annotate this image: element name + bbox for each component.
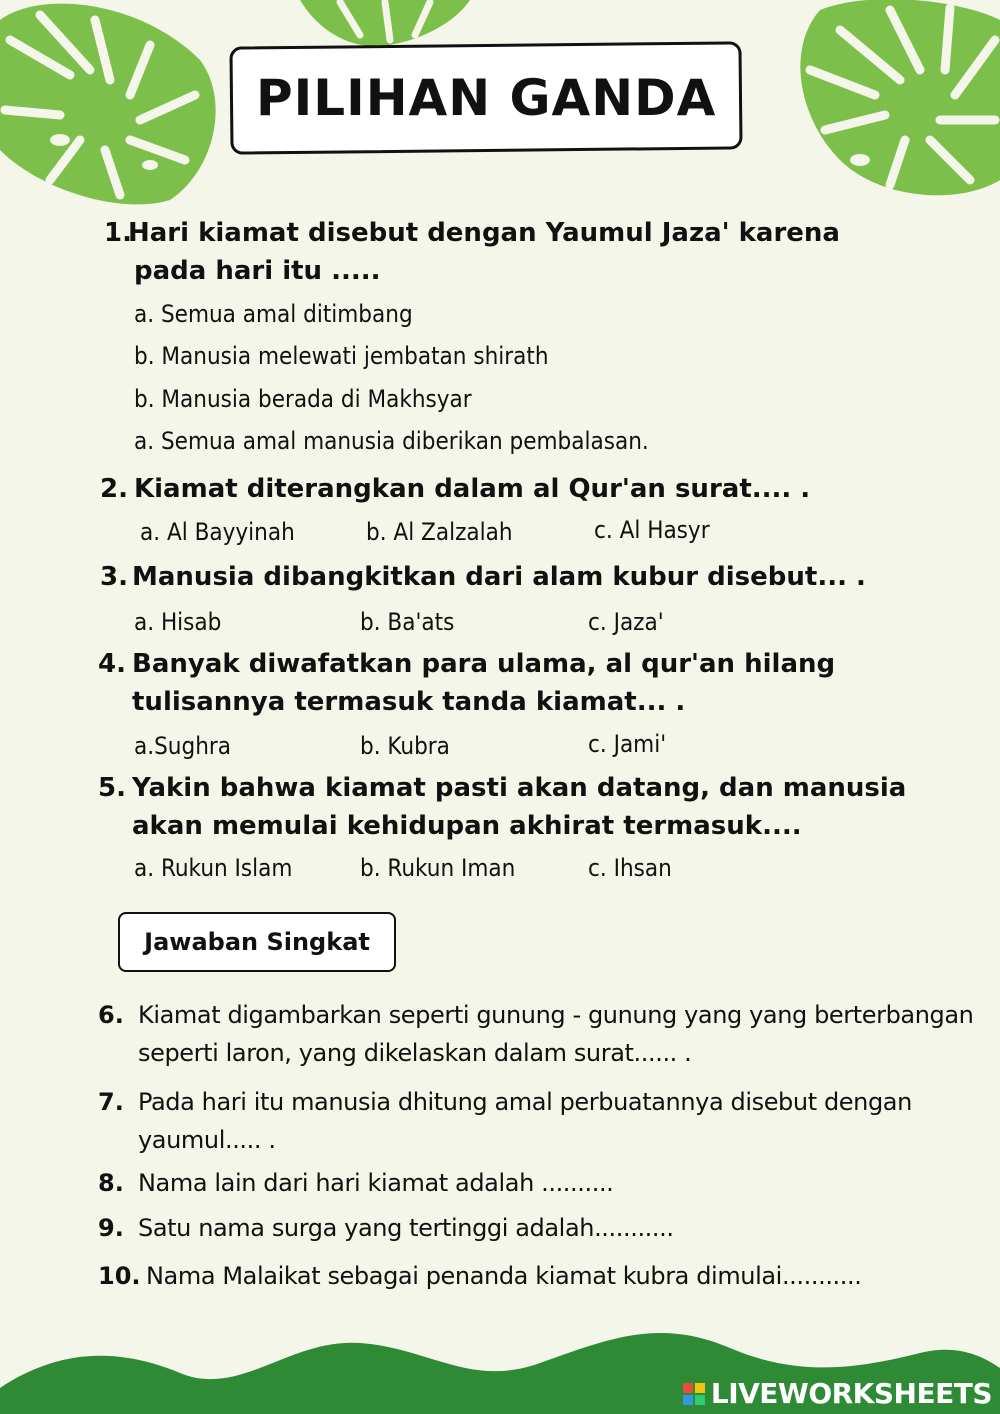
question-text: Yakin bahwa kiamat pasti akan datang, dan manusia bbox=[132, 773, 907, 803]
question-text-continued: seperti laron, yang dikelaskan dalam surat...... . bbox=[138, 1039, 692, 1067]
page-title: PILIHAN GANDA bbox=[255, 69, 717, 128]
question-text-continued: akan memulai kehidupan akhirat termasuk.... bbox=[132, 811, 802, 841]
monstera-leaf-right-icon bbox=[780, 0, 1000, 200]
option-1c[interactable]: b. Manusia berada di Makhsyar bbox=[134, 385, 472, 413]
question-number: 1. bbox=[104, 218, 132, 248]
question-text: Nama Malaikat sebagai penanda kiamat kubra dimulai........... bbox=[146, 1262, 862, 1290]
option-2c[interactable]: c. Al Hasyr bbox=[594, 516, 710, 544]
question-text: Kiamat diterangkan dalam al Qur'an surat.... . bbox=[134, 474, 811, 504]
option-2a[interactable]: a. Al Bayyinah bbox=[140, 518, 295, 546]
question-number: 6. bbox=[98, 1001, 124, 1029]
question-1 bbox=[104, 214, 864, 294]
question-3 bbox=[100, 558, 866, 598]
option-5c[interactable]: c. Ihsan bbox=[588, 854, 672, 882]
option-3b[interactable]: b. Ba'ats bbox=[360, 608, 455, 636]
option-3c[interactable]: c. Jaza' bbox=[588, 608, 664, 636]
option-4a[interactable]: a.Sughra bbox=[134, 732, 231, 760]
option-5a[interactable]: a. Rukun Islam bbox=[134, 854, 293, 882]
question-4 bbox=[98, 645, 858, 725]
short-question-10 bbox=[98, 1257, 958, 1297]
question-number: 2. bbox=[100, 474, 128, 504]
question-number: 7. bbox=[98, 1088, 124, 1116]
question-text: Satu nama surga yang tertinggi adalah........... bbox=[138, 1214, 674, 1242]
option-2b[interactable]: b. Al Zalzalah bbox=[366, 518, 513, 546]
question-number: 3. bbox=[100, 562, 128, 592]
question-2 bbox=[100, 470, 860, 510]
title-box bbox=[229, 41, 742, 154]
liveworksheets-brand bbox=[683, 1377, 992, 1410]
monstera-leaf-left-icon bbox=[0, 0, 230, 210]
question-5 bbox=[98, 769, 907, 849]
short-question-9 bbox=[98, 1209, 958, 1249]
brand-text: LIVEWORKSHEETS bbox=[710, 1377, 992, 1410]
question-text: Banyak diwafatkan para ulama, al qur'an hilang bbox=[132, 649, 836, 679]
short-answer-heading-box bbox=[118, 912, 396, 972]
option-1a[interactable]: a. Semua amal ditimbang bbox=[134, 300, 413, 328]
option-5b[interactable]: b. Rukun Iman bbox=[360, 854, 516, 882]
question-number: 10. bbox=[98, 1262, 141, 1290]
short-answer-heading: Jawaban Singkat bbox=[144, 928, 370, 956]
short-question-6 bbox=[98, 996, 974, 1076]
question-text-continued: pada hari itu ..... bbox=[134, 256, 381, 286]
option-4c[interactable]: c. Jami' bbox=[588, 730, 667, 758]
short-question-8 bbox=[98, 1164, 958, 1204]
question-number: 4. bbox=[98, 649, 126, 679]
monstera-leaf-top-icon bbox=[300, 0, 470, 50]
liveworksheets-logo-icon bbox=[683, 1383, 705, 1405]
question-number: 9. bbox=[98, 1214, 124, 1242]
short-question-7 bbox=[98, 1083, 958, 1163]
option-3a[interactable]: a. Hisab bbox=[134, 608, 222, 636]
option-4b[interactable]: b. Kubra bbox=[360, 732, 450, 760]
question-number: 8. bbox=[98, 1169, 124, 1197]
question-text-continued: yaumul..... . bbox=[138, 1126, 276, 1154]
question-text: Hari kiamat disebut dengan Yaumul Jaza' karena bbox=[128, 218, 840, 248]
question-text: Manusia dibangkitkan dari alam kubur disebut... . bbox=[132, 562, 866, 592]
question-text: Kiamat digambarkan seperti gunung - gunung yang yang berterbangan bbox=[138, 1001, 974, 1029]
option-1d[interactable]: a. Semua amal manusia diberikan pembalasan. bbox=[134, 427, 649, 455]
question-text: Pada hari itu manusia dhitung amal perbuatannya disebut dengan bbox=[138, 1088, 912, 1116]
question-text: Nama lain dari hari kiamat adalah .......... bbox=[138, 1169, 614, 1197]
option-1b[interactable]: b. Manusia melewati jembatan shirath bbox=[134, 342, 549, 370]
question-number: 5. bbox=[98, 773, 126, 803]
question-text-continued: tulisannya termasuk tanda kiamat... . bbox=[132, 687, 686, 717]
